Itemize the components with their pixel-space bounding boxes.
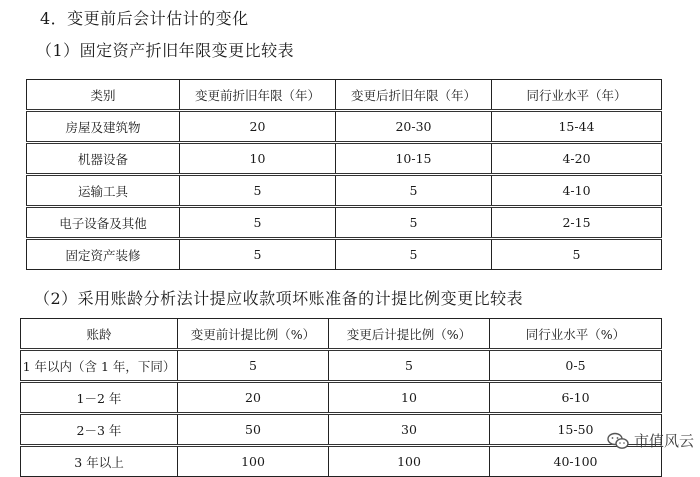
table-cell: 1 年以内（含 1 年，下同） bbox=[21, 350, 178, 382]
table-cell: 运输工具 bbox=[27, 175, 180, 207]
table-row bbox=[27, 239, 662, 270]
table-cell: 5 bbox=[178, 350, 329, 382]
table-cell: 1－2 年 bbox=[21, 382, 178, 414]
column-header: 变更前折旧年限（年） bbox=[180, 80, 336, 111]
table-cell: 3 年以上 bbox=[21, 446, 178, 477]
table-cell: 50 bbox=[178, 414, 329, 446]
depreciation-comparison-table bbox=[26, 79, 662, 270]
table-cell: 5 bbox=[336, 207, 492, 239]
table-cell: 5 bbox=[329, 350, 490, 382]
section-heading: 4．变更前后会计估计的变化 bbox=[40, 9, 249, 28]
table-cell: 2-15 bbox=[492, 207, 662, 239]
column-header: 变更后计提比例（%） bbox=[329, 319, 490, 350]
table-cell: 5 bbox=[180, 207, 336, 239]
table-header-row bbox=[21, 319, 662, 350]
wechat-icon bbox=[607, 432, 629, 450]
table-row bbox=[27, 207, 662, 239]
table-cell: 2－3 年 bbox=[21, 414, 178, 446]
table-cell: 20 bbox=[178, 382, 329, 414]
table-cell: 20-30 bbox=[336, 111, 492, 143]
table-cell: 5 bbox=[336, 175, 492, 207]
table-cell: 0-5 bbox=[490, 350, 662, 382]
table-row bbox=[27, 111, 662, 143]
table-cell: 5 bbox=[492, 239, 662, 270]
column-header: 同行业水平（年） bbox=[492, 80, 662, 111]
column-header: 同行业水平（%） bbox=[490, 319, 662, 350]
column-header: 变更后折旧年限（年） bbox=[336, 80, 492, 111]
table-cell: 5 bbox=[180, 175, 336, 207]
column-header: 类别 bbox=[27, 80, 180, 111]
table1-title: （1）固定资产折旧年限变更比较表 bbox=[36, 41, 295, 60]
table-row bbox=[21, 382, 662, 414]
table-cell: 机器设备 bbox=[27, 143, 180, 175]
table2-title: （2）采用账龄分析法计提应收款项坏账准备的计提比例变更比较表 bbox=[34, 289, 524, 308]
column-header: 变更前计提比例（%） bbox=[178, 319, 329, 350]
table-cell: 10-15 bbox=[336, 143, 492, 175]
table-cell: 15-50 bbox=[490, 414, 662, 446]
watermark bbox=[607, 430, 694, 451]
table-cell: 6-10 bbox=[490, 382, 662, 414]
table-cell: 5 bbox=[180, 239, 336, 270]
table-cell: 固定资产装修 bbox=[27, 239, 180, 270]
table-cell: 100 bbox=[178, 446, 329, 477]
table-cell: 10 bbox=[180, 143, 336, 175]
table-cell: 4-20 bbox=[492, 143, 662, 175]
table-cell: 4-10 bbox=[492, 175, 662, 207]
table-cell: 40-100 bbox=[490, 446, 662, 477]
bad-debt-ratio-comparison-table bbox=[20, 318, 662, 477]
watermark-text: 市值风云 bbox=[633, 432, 694, 450]
table-row bbox=[27, 175, 662, 207]
table-cell: 100 bbox=[329, 446, 490, 477]
table-cell: 电子设备及其他 bbox=[27, 207, 180, 239]
table-header-row bbox=[27, 80, 662, 111]
table-cell: 10 bbox=[329, 382, 490, 414]
table-row bbox=[21, 414, 662, 446]
column-header: 账龄 bbox=[21, 319, 178, 350]
table-cell: 15-44 bbox=[492, 111, 662, 143]
table-cell: 30 bbox=[329, 414, 490, 446]
table-row bbox=[21, 350, 662, 382]
table-cell: 5 bbox=[336, 239, 492, 270]
table-cell: 20 bbox=[180, 111, 336, 143]
table-cell: 房屋及建筑物 bbox=[27, 111, 180, 143]
table-row bbox=[27, 143, 662, 175]
